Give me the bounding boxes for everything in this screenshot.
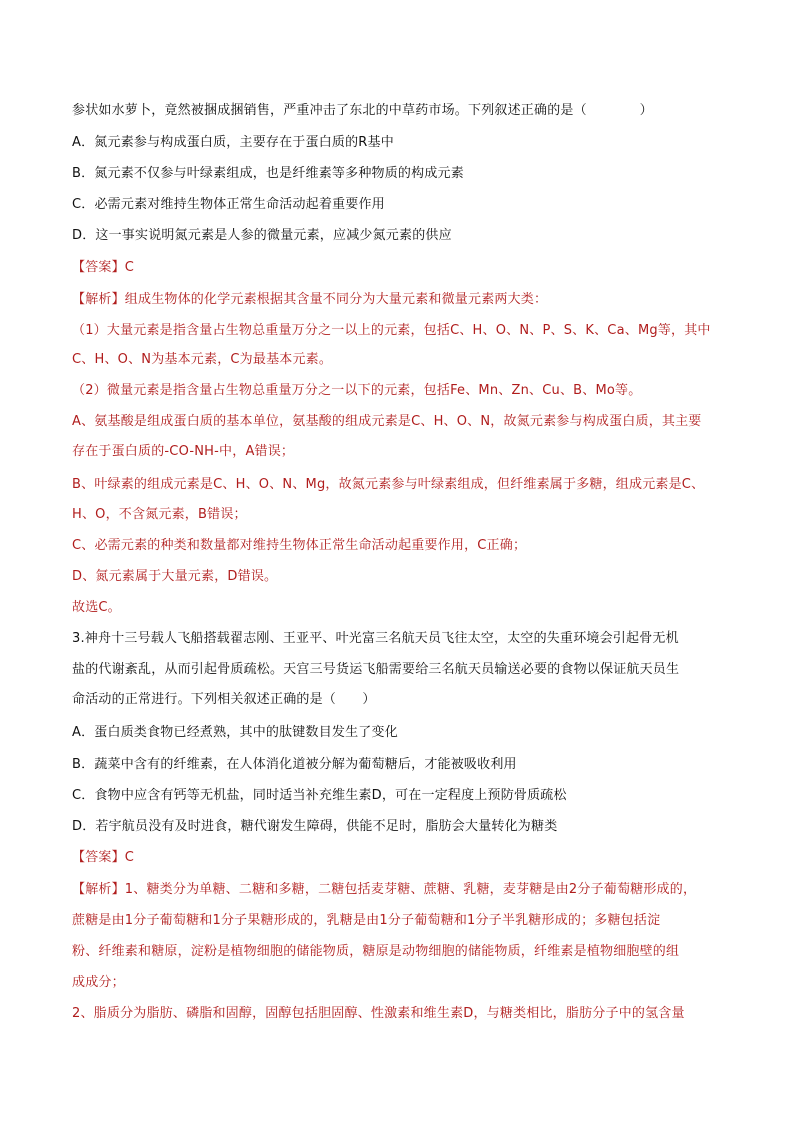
q3-option-c: C．食物中应含有钙等无机盐，同时适当补充维生素D，可在一定程度上预防骨质疏松 (72, 788, 567, 803)
q2-analysis-line: C、H、O、N为基本元素，C为最基本元素。 (72, 352, 333, 367)
q2-analysis-line: 存在于蛋白质的-CO-NH-中，A错误； (72, 444, 295, 459)
q3-option-a: A．蛋白质类食物已经煮熟，其中的肽键数目发生了变化 (72, 725, 398, 740)
q2-analysis-line: （2）微量元素是指含量占生物总重量万分之一以下的元素，包括Fe、Mn、Zn、Cu、B、Mo等。 (72, 383, 642, 398)
q3-analysis-line: 蔗糖是由1分子葡萄糖和1分子果糖形成的，乳糖是由1分子葡萄糖和1分子半乳糖形成的；多糖包括淀 (72, 913, 661, 928)
q2-analysis-line: H、O，不含氮元素，B错误； (72, 507, 247, 522)
q2-answer: 【答案】C (72, 260, 135, 275)
q2-stem-tail: 参状如水萝卜，竟然被捆成捆销售，严重冲击了东北的中草药市场。下列叙述正确的是（ ） (72, 103, 653, 118)
q2-option-a: A．氮元素参与构成蛋白质，主要存在于蛋白质的R基中 (72, 135, 394, 150)
q3-analysis-line: 【解析】1、糖类分为单糖、二糖和多糖，二糖包括麦芽糖、蔗糖、乳糖，麦芽糖是由2分子葡萄糖形成的， (72, 882, 697, 897)
q3-analysis-line: 2、脂质分为脂肪、磷脂和固醇，固醇包括胆固醇、性激素和维生素D，与糖类相比，脂肪分子中的氢含量 (72, 1006, 685, 1021)
q2-conclusion: 故选C。 (72, 600, 121, 615)
q3-stem-line: 3.神舟十三号载人飞船搭载翟志刚、王亚平、叶光富三名航天员飞往太空，太空的失重环境会引起骨无机 (72, 631, 679, 646)
q3-stem-line: 盐的代谢紊乱，从而引起骨质疏松。天宫三号货运飞船需要给三名航天员输送必要的食物以保证航天员生 (72, 662, 680, 677)
q3-option-b: B．蔬菜中含有的纤维素，在人体消化道被分解为葡萄糖后，才能被吸收利用 (72, 757, 517, 772)
q2-analysis-line: A、氨基酸是组成蛋白质的基本单位，氨基酸的组成元素是C、H、O、N，故氮元素参与构成蛋白质，其主要 (72, 414, 702, 429)
q2-analysis-line: B、叶绿素的组成元素是C、H、O、N、Mg，故氮元素参与叶绿素组成，但纤维素属于多糖，组成元素是C、 (72, 477, 705, 492)
q3-answer: 【答案】C (72, 850, 135, 865)
q3-stem-line: 命活动的正常进行。下列相关叙述正确的是（ ） (72, 692, 376, 707)
q2-analysis-intro: 【解析】组成生物体的化学元素根据其含量不同分为大量元素和微量元素两大类： (72, 292, 548, 307)
q2-option-d: D．这一事实说明氮元素是人参的微量元素，应减少氮元素的供应 (72, 228, 452, 243)
q3-option-d: D．若宇航员没有及时进食，糖代谢发生障碍，供能不足时，脂肪会大量转化为糖类 (72, 819, 558, 834)
q2-analysis-line: C、必需元素的种类和数量都对维持生物体正常生命活动起重要作用，C正确； (72, 538, 527, 553)
q2-analysis-line: D、氮元素属于大量元素，D错误。 (72, 569, 278, 584)
q2-option-b: B．氮元素不仅参与叶绿素组成，也是纤维素等多种物质的构成元素 (72, 166, 464, 181)
q2-analysis-line: （1）大量元素是指含量占生物总重量万分之一以上的元素，包括C、H、O、N、P、S、K、Ca、Mg等，其中 (72, 323, 711, 338)
q3-analysis-line: 成成分； (72, 975, 125, 990)
q2-option-c: C．必需元素对维持生物体正常生命活动起着重要作用 (72, 197, 385, 212)
q3-analysis-line: 粉、纤维素和糖原，淀粉是植物细胞的储能物质，糖原是动物细胞的储能物质，纤维素是植物细胞壁的组 (72, 944, 680, 959)
